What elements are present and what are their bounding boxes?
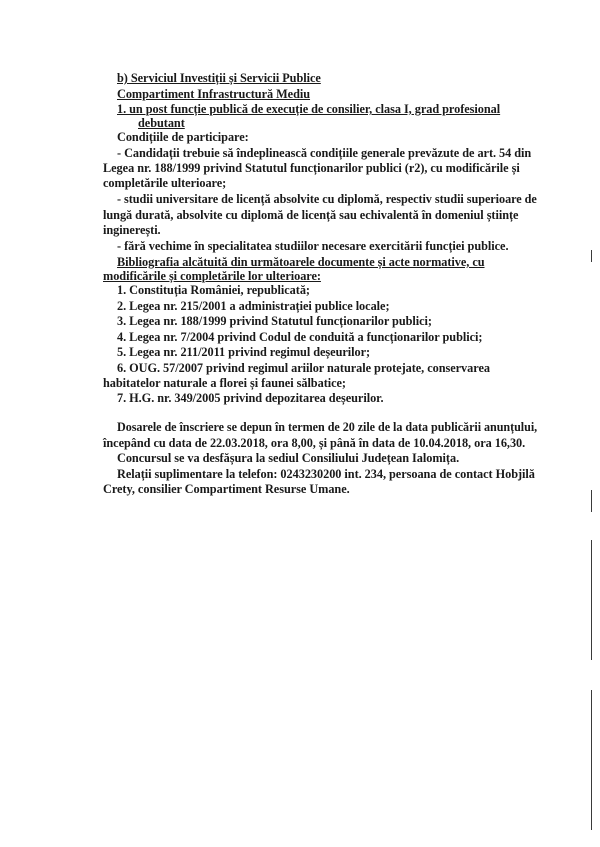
bibliography-item-6-line2: habitatelor naturale a florei și faunei sălbatice;: [103, 376, 346, 390]
bibliography-item: 4. Legea nr. 7/2004 privind Codul de conduită a funcționarilor publici;: [117, 330, 483, 344]
condition-3: - fără vechime în specialitatea studiilor necesare exercitării funcției publice.: [117, 239, 509, 253]
bibliography-title-line1: Bibliografia alcătuită din următoarele documente și acte normative, cu: [117, 255, 485, 269]
bibliography-item: 7. H.G. nr. 349/2005 privind depozitarea deșeurilor.: [117, 391, 384, 405]
scan-edge-mark: [591, 540, 592, 660]
closing-venue: Concursul se va desfășura la sediul Consiliului Județean Ialomița.: [117, 451, 460, 465]
bibliography-item: 3. Legea nr. 188/1999 privind Statutul funcționarilor publici;: [117, 314, 432, 328]
closing-deadline-line2: începând cu data de 22.03.2018, ora 8,00, și până în data de 10.04.2018, ora 16,30.: [103, 436, 526, 450]
bibliography-item: 2. Legea nr. 215/2001 a administrației publice locale;: [117, 299, 390, 313]
condition-2-line3: inginerești.: [103, 223, 161, 237]
bibliography-item: 1. Constituția României, republicată;: [117, 283, 310, 297]
condition-2-line1: - studii universitare de licență absolvite cu diplomă, respectiv studii superioare de: [117, 192, 537, 206]
condition-1-line3: completările ulterioare;: [103, 176, 227, 190]
post-title-line1: 1. un post funcție publică de execuție de consilier, clasa I, grad profesional: [117, 102, 501, 116]
bibliography-item: 5. Legea nr. 211/2011 privind regimul deșeurilor;: [117, 345, 371, 359]
conditions-title: Condițiile de participare:: [117, 130, 249, 144]
condition-1-line2: Legea nr. 188/1999 privind Statutul funcționarilor publici (r2), cu modificările și: [103, 161, 520, 175]
closing-contact-line1: Relații suplimentare la telefon: 0243230200 int. 234, persoana de contact Hobjilă: [117, 467, 535, 481]
bibliography-title-line2: modificările și completările lor ulterioare:: [103, 269, 321, 283]
scan-edge-mark: [591, 250, 592, 262]
scan-edge-mark: [591, 690, 592, 830]
closing-contact-line2: Crety, consilier Compartiment Resurse Umane.: [103, 482, 350, 496]
scan-edge-mark: [591, 490, 592, 512]
condition-2-line2: lungă durată, absolvite cu diplomă de licență sau echivalentă în domeniul științe: [103, 208, 519, 222]
post-title-line2: debutant: [138, 116, 185, 130]
department-heading: Compartiment Infrastructură Mediu: [117, 87, 311, 101]
condition-1-line1: - Candidații trebuie să îndeplinească condițiile generale prevăzute de art. 54 din: [117, 146, 532, 160]
closing-deadline-line1: Dosarele de înscriere se depun în termen de 20 zile de la data publicării anunțului,: [117, 420, 538, 434]
section-heading: b) Serviciul Investiții și Servicii Publice: [117, 71, 321, 85]
bibliography-item-6-line1: 6. OUG. 57/2007 privind regimul ariilor naturale protejate, conservarea: [117, 361, 490, 375]
